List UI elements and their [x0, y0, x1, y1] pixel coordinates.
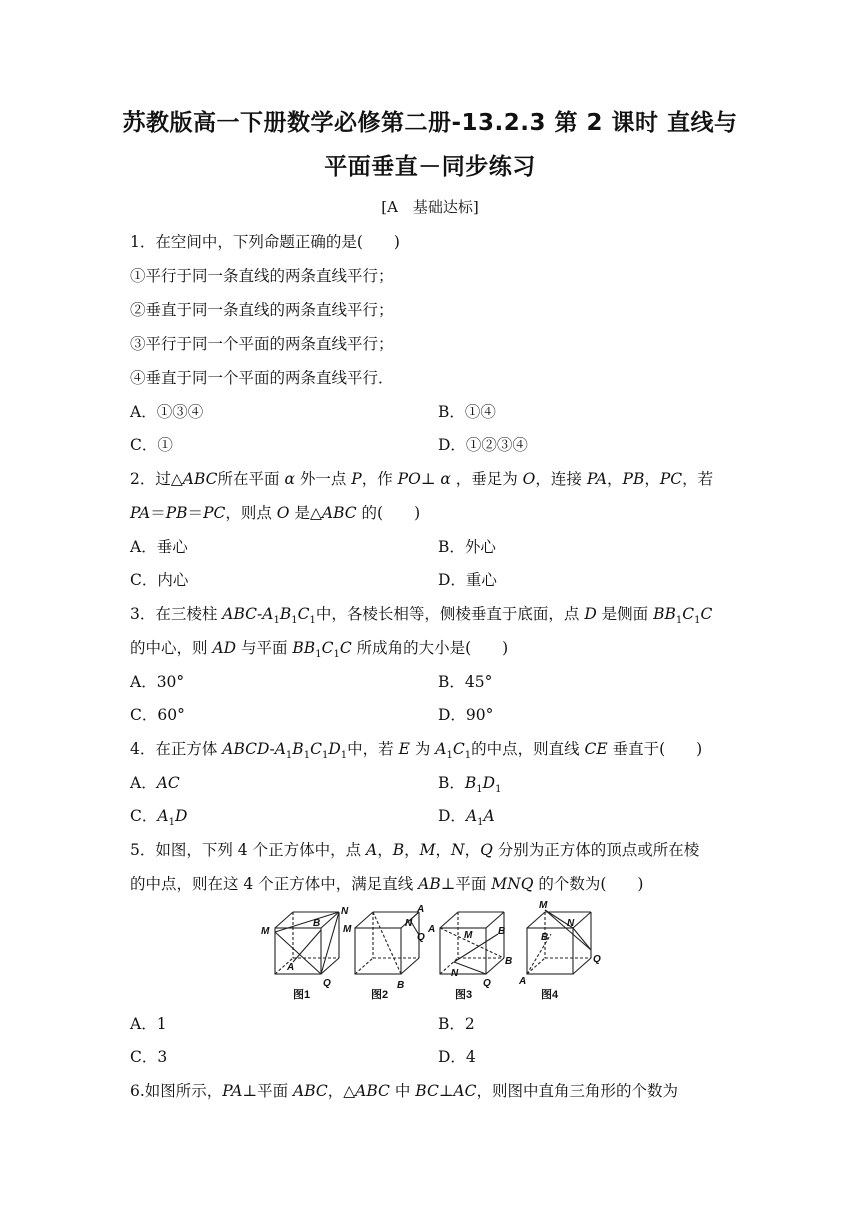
q5-option-c: C．3 [130, 1048, 168, 1066]
q3-option-b: B．45° [438, 673, 493, 691]
cube-figure-1 [275, 912, 339, 974]
cube-figure-3 [440, 912, 504, 974]
svg-text:N: N [405, 918, 413, 929]
section-heading: [A 基础达标] [381, 198, 479, 216]
q1-statement-4: ④垂直于同一个平面的两条直线平行． [130, 369, 394, 387]
svg-text:Q: Q [593, 954, 601, 965]
svg-text:A: A [519, 976, 527, 987]
cube-figure-4 [527, 910, 591, 974]
q3-option-a: A．30° [130, 673, 185, 691]
q4-option-b: B．$B_1D_1$ [438, 774, 502, 796]
q5-stem-line1: 5．如图，下列 4 个正方体中，点 A，B，M，N，Q 分别为正方体的顶点或所在棱 [130, 841, 700, 859]
q2-option-a: A．垂心 [130, 538, 188, 556]
svg-text:B: B [397, 980, 405, 991]
q2-stem-line2: PA＝PB＝PC，则点 O 是△ABC 的( ) [130, 504, 421, 522]
q3-option-c: C．60° [130, 706, 185, 724]
svg-text:B: B [498, 926, 506, 937]
q5-option-b: B．2 [438, 1015, 475, 1033]
svg-text:Q: Q [483, 978, 491, 989]
q1-option-a: A．①③④ [130, 403, 204, 421]
figure-caption-4: 图4 [541, 989, 559, 1000]
svg-text:N: N [567, 918, 575, 929]
q1-option-b: B．①④ [438, 403, 496, 421]
q2-option-b: B．外心 [438, 538, 496, 556]
q5-option-a: A．1 [130, 1015, 167, 1033]
svg-text:A: A [417, 904, 425, 915]
svg-text:B: B [505, 956, 513, 967]
svg-text:M: M [261, 926, 270, 937]
q1-statement-1: ①平行于同一条直线的两条直线平行； [130, 267, 394, 285]
q1-option-d: D．①②③④ [438, 436, 528, 454]
cube-figures [255, 900, 605, 1000]
q1-statement-2: ②垂直于同一条直线的两条直线平行； [130, 301, 394, 319]
q4-option-c: C．$A_1D$ [130, 807, 188, 829]
figure-caption-3: 图3 [455, 989, 473, 1000]
svg-text:M: M [464, 930, 473, 941]
q2-stem-line1: 2．过△ABC所在平面 α 外一点 P，作 PO⊥ α ，垂足为 O，连接 PA，PB，PC，若 [130, 470, 714, 488]
page-title: 苏教版高一下册数学必修第二册-13.2.3 第 2 课时 直线与 [122, 110, 738, 136]
q1-stem: 1．在空间中，下列命题正确的是( ) [130, 233, 400, 251]
q4-stem: 4．在正方体 ABCD-$A_1B_1C_1D_1$中，若 E 为 $A_1C_1$的中点，则直线 CE 垂直于( ) [130, 740, 703, 762]
svg-text:N: N [451, 968, 459, 979]
q3-stem-line2: 的中心，则 AD 与平面 $BB_1C_1C$ 所成角的大小是( ) [130, 639, 509, 661]
svg-text:B: B [541, 932, 549, 943]
svg-text:M: M [343, 924, 352, 935]
q1-option-c: C．① [130, 436, 173, 454]
q4-option-d: D．$A_1A$ [438, 807, 495, 829]
svg-text:N: N [341, 906, 349, 917]
figure-caption-1: 图1 [293, 989, 311, 1000]
svg-text:A: A [428, 924, 436, 935]
svg-text:Q: Q [417, 932, 425, 943]
svg-text:B: B [313, 918, 321, 929]
q5-stem-line2: 的中点，则在这 4 个正方体中，满足直线 AB⊥平面 MNQ 的个数为( ) [130, 875, 644, 893]
page-title-line2: 平面垂直－同步练习 [324, 154, 536, 180]
q1-statement-3: ③平行于同一个平面的两条直线平行； [130, 335, 394, 353]
q4-option-a: A．AC [130, 774, 180, 792]
q3-option-d: D．90° [438, 706, 494, 724]
svg-text:Q: Q [323, 978, 331, 989]
svg-text:A: A [287, 962, 295, 973]
q2-option-c: C．内心 [130, 571, 189, 589]
svg-text:M: M [539, 900, 548, 911]
figure-caption-2: 图2 [371, 989, 389, 1000]
q5-option-d: D．4 [438, 1048, 476, 1066]
q2-option-d: D．重心 [438, 571, 497, 589]
q6-stem: 6.如图所示，PA⊥平面 ABC，△ABC 中 BC⊥AC，则图中直角三角形的个数为 [130, 1082, 678, 1100]
q3-stem-line1: 3．在三棱柱 ABC-$A_1B_1C_1$中，各棱长相等，侧棱垂直于底面，点 D 是侧面 $BB_1C_1C$ [130, 605, 713, 627]
